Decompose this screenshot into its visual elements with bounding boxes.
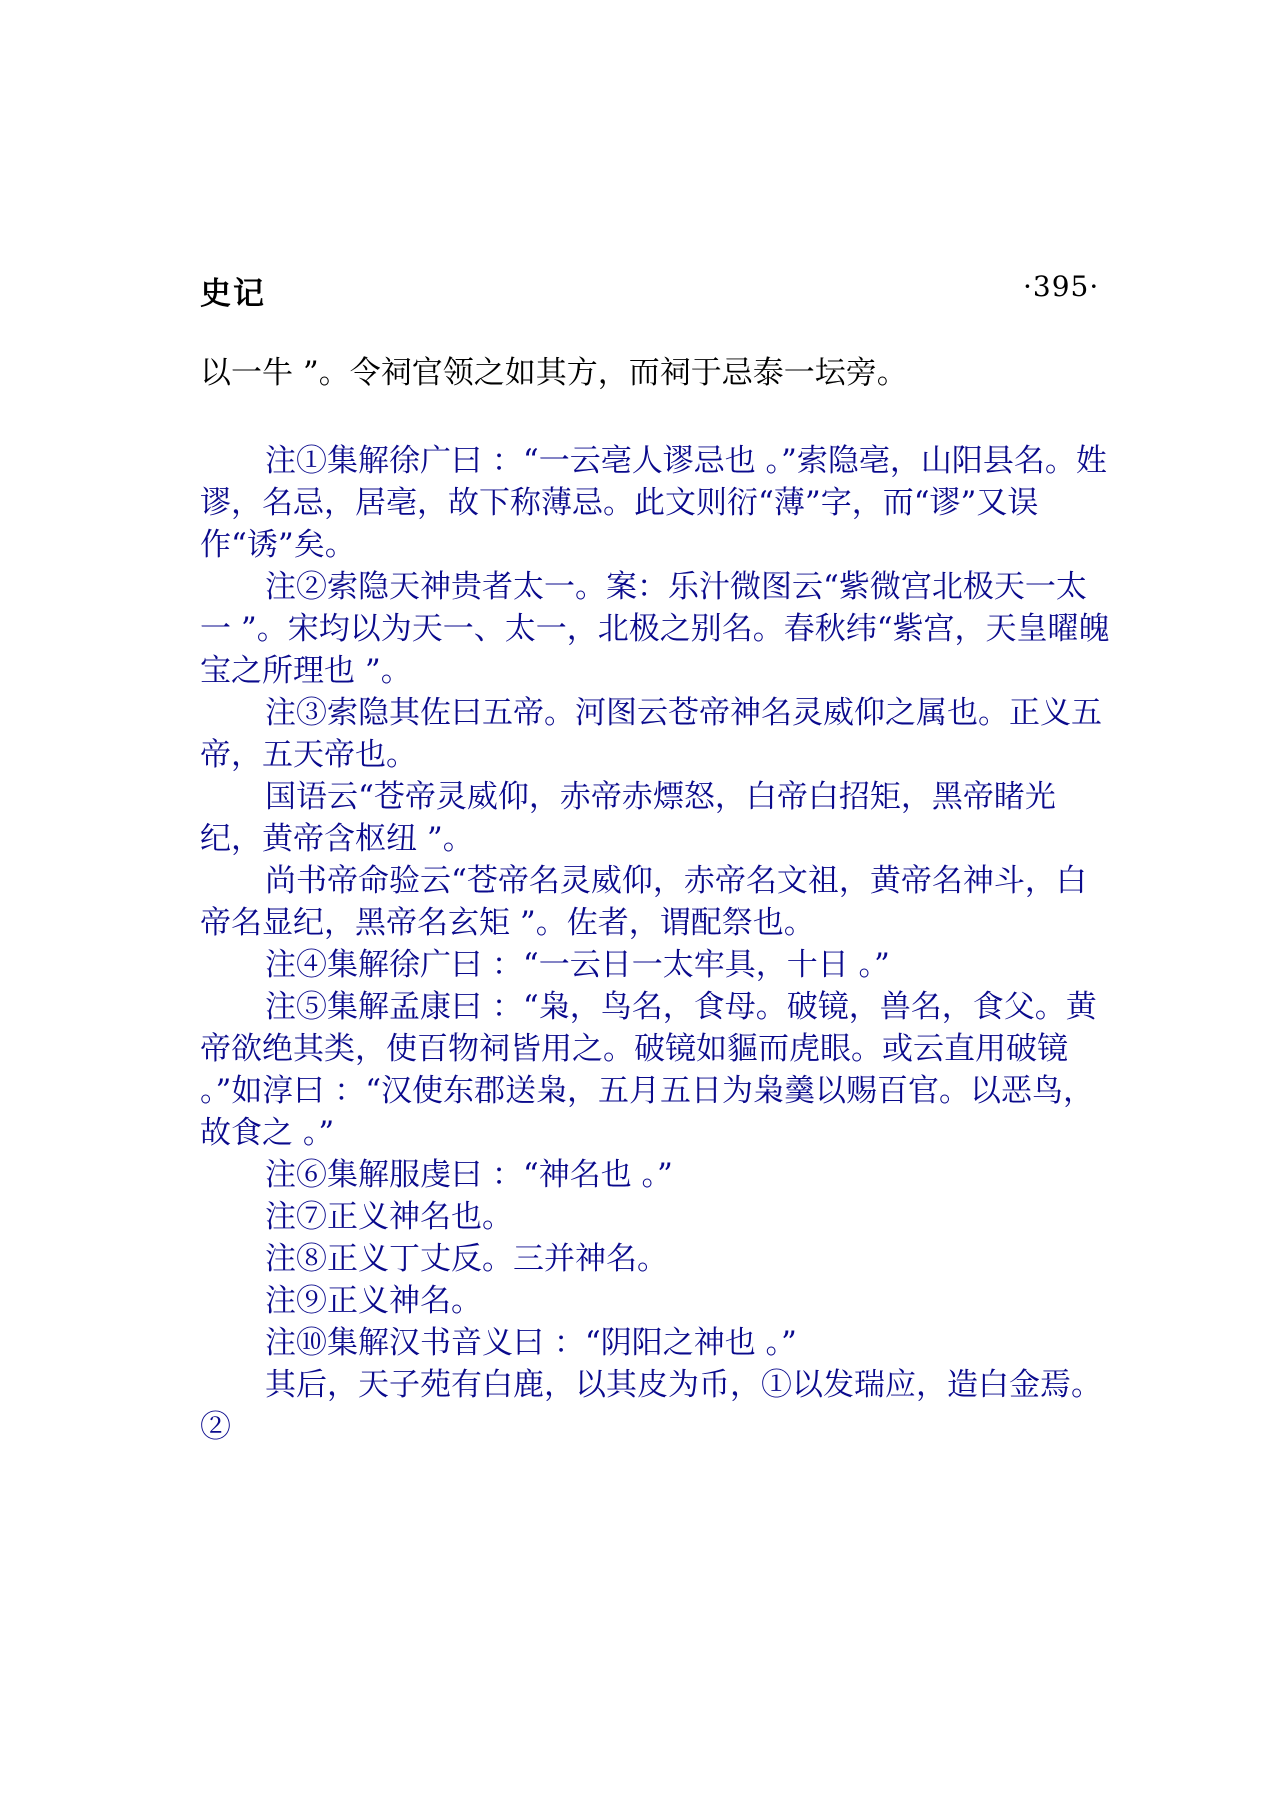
page-number: ·395· [1023,270,1100,303]
book-title: 史记 [200,276,266,312]
main-text-paragraph: 其后，天子苑有白鹿，以其皮为币，①以发瑞应，造白金焉。② [200,1367,1102,1445]
note-6: 注⑥集解服虔曰 ：“神名也 。” [265,1157,673,1193]
continued-text-line: 以一牛 ”。令祠官领之如其方，而祠于忌泰一坛旁。 [200,355,908,391]
note-1: 注①集解徐广曰 ：“一云亳人谬忌也 。”索隐亳，山阳县名。姓谬，名忌，居亳，故下称薄忌。此文则衍“薄”字，而“谬”又误作“诱”矣。 [200,443,1107,563]
note-3-shangshu: 尚书帝命验云“苍帝名灵威仰，赤帝名文祖，黄帝名神斗，白帝名显纪，黑帝名玄矩 ”。佐者，谓配祭也。 [200,863,1087,941]
note-5: 注⑤集解孟康曰 ：“枭，鸟名，食母。破镜，兽名，食父。黄帝欲绝其类，使百物祠皆用之。破镜如貙而虎眼。或云直用破镜 。”如淳曰 ：“汉使东郡送枭，五月五日为枭羹以赐百官。以恶鸟，故食之 。” [200,989,1097,1151]
note-3-guoyu: 国语云“苍帝灵威仰，赤帝赤熛怒，白帝白招矩，黑帝睹光纪，黄帝含枢纽 ”。 [200,779,1056,857]
note-4: 注④集解徐广曰 ：“一云日一太牢具，十日 。” [265,947,890,983]
notes-section [200,440,1110,1448]
note-9: 注⑨正义神名。 [265,1283,482,1319]
note-10: 注⑩集解汉书音义曰 ：“阴阳之神也 。” [265,1325,797,1361]
note-3: 注③索隐其佐曰五帝。河图云苍帝神名灵威仰之属也。正义五帝，五天帝也。 [200,695,1102,773]
note-7: 注⑦正义神名也。 [265,1199,513,1235]
note-2: 注②索隐天神贵者太一。案：乐汁微图云“紫微宫北极天一太一 ”。宋均以为天一、太一，北极之别名。春秋纬“紫宫，天皇曜魄宝之所理也 ”。 [200,569,1110,689]
note-8: 注⑧正义丁丈反。三并神名。 [265,1241,668,1277]
